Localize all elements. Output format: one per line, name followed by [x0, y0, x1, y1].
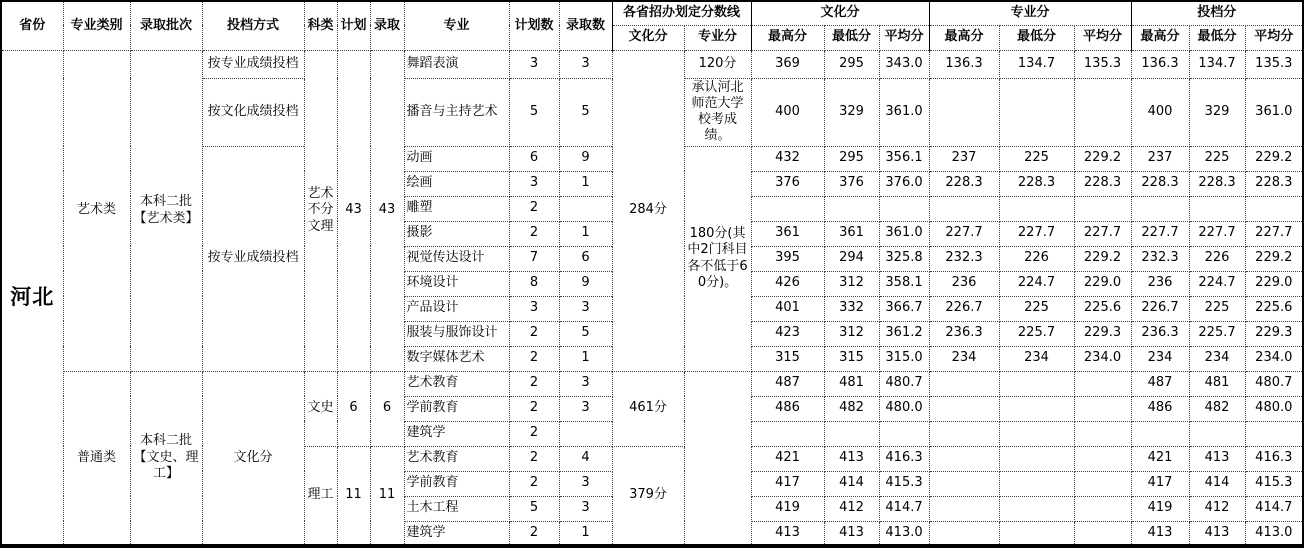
score-cell: 228.3: [929, 171, 999, 196]
score-cell: [1074, 196, 1131, 221]
score-cell: 481: [824, 371, 879, 396]
score-cell: 232.3: [929, 246, 999, 271]
admit-count-cell: 6: [559, 246, 612, 271]
plan-count-cell: 5: [509, 78, 559, 146]
score-cell: 226: [1189, 246, 1245, 271]
major-cell: 摄影: [404, 221, 509, 246]
province-cell: 河北: [1, 50, 63, 546]
admit-count-cell: [559, 421, 612, 446]
score-cell: 415.3: [1245, 471, 1303, 496]
score-cell: 413: [1189, 521, 1245, 546]
subject-type-cell: 艺术不分文理: [304, 50, 337, 371]
score-cell: 232.3: [1131, 246, 1189, 271]
score-cell: 413.0: [1245, 521, 1303, 546]
score-cell: 480.0: [879, 396, 929, 421]
score-cell: [824, 196, 879, 221]
score-cell: 421: [751, 446, 824, 471]
score-cell: 234: [929, 346, 999, 371]
plan-count-cell: 7: [509, 246, 559, 271]
plan-count-cell: 2: [509, 396, 559, 421]
score-cell: 414.7: [879, 496, 929, 521]
score-cell: 432: [751, 146, 824, 171]
score-cell: [879, 421, 929, 446]
major-cell: 雕塑: [404, 196, 509, 221]
score-cell: 294: [824, 246, 879, 271]
score-cell: 421: [1131, 446, 1189, 471]
score-cell: [1074, 496, 1131, 521]
score-cell: 234: [1131, 346, 1189, 371]
score-cell: 487: [1131, 371, 1189, 396]
score-cell: 419: [751, 496, 824, 521]
score-cell: 361: [751, 221, 824, 246]
score-cell: 315: [824, 346, 879, 371]
admit-count-cell: 1: [559, 521, 612, 546]
sub-header-toudang-min: 最低分: [1189, 25, 1245, 50]
score-cell: 486: [1131, 396, 1189, 421]
score-cell: 237: [1131, 146, 1189, 171]
score-cell: 224.7: [1189, 271, 1245, 296]
admit-cell: 43: [370, 50, 404, 371]
score-cell: 480.7: [879, 371, 929, 396]
score-cell: 413: [1189, 446, 1245, 471]
score-cell: 366.7: [879, 296, 929, 321]
score-cell: 229.3: [1074, 321, 1131, 346]
score-cell: 236: [929, 271, 999, 296]
group-header-province-line: 各省招办划定分数线: [612, 1, 751, 25]
admit-count-cell: 5: [559, 321, 612, 346]
score-cell: 415.3: [879, 471, 929, 496]
culture-line-cell: 461分: [612, 371, 684, 446]
col-header-major: 专业: [404, 1, 509, 50]
admit-count-cell: 4: [559, 446, 612, 471]
score-cell: [999, 78, 1074, 146]
col-header-batch: 录取批次: [130, 1, 202, 50]
col-header-admit-count: 录取数: [559, 1, 612, 50]
sub-header-major-min: 最低分: [999, 25, 1074, 50]
col-header-admit: 录取: [370, 1, 404, 50]
group-header-toudang-score: 投档分: [1131, 1, 1303, 25]
score-cell: 229.2: [1074, 246, 1131, 271]
score-cell: 486: [751, 396, 824, 421]
score-cell: 401: [751, 296, 824, 321]
col-header-plan: 计划: [337, 1, 370, 50]
major-cell: 艺术教育: [404, 446, 509, 471]
score-cell: 414.7: [1245, 496, 1303, 521]
score-cell: 395: [751, 246, 824, 271]
col-header-category: 专业类别: [63, 1, 130, 50]
score-cell: 426: [751, 271, 824, 296]
admit-cell: 6: [370, 371, 404, 446]
major-line-cell: [684, 371, 751, 546]
score-cell: [929, 521, 999, 546]
major-cell: 播音与主持艺术: [404, 78, 509, 146]
score-cell: [999, 421, 1074, 446]
col-header-method: 投档方式: [202, 1, 304, 50]
sub-header-culture-min: 最低分: [824, 25, 879, 50]
score-cell: 358.1: [879, 271, 929, 296]
plan-count-cell: 2: [509, 446, 559, 471]
admit-count-cell: 5: [559, 78, 612, 146]
score-cell: [1131, 196, 1189, 221]
score-cell: 325.8: [879, 246, 929, 271]
score-cell: 315: [751, 346, 824, 371]
score-cell: 236.3: [1131, 321, 1189, 346]
score-cell: [929, 446, 999, 471]
score-cell: 227.7: [1189, 221, 1245, 246]
sub-header-culture-avg: 平均分: [879, 25, 929, 50]
score-cell: 361.2: [879, 321, 929, 346]
sub-header-line-major: 专业分: [684, 25, 751, 50]
score-cell: 361.0: [879, 78, 929, 146]
score-cell: 134.7: [1189, 50, 1245, 78]
score-cell: 376: [824, 171, 879, 196]
sub-header-toudang-max: 最高分: [1131, 25, 1189, 50]
admit-count-cell: 3: [559, 496, 612, 521]
score-cell: 136.3: [1131, 50, 1189, 78]
score-cell: [1074, 471, 1131, 496]
score-cell: [929, 396, 999, 421]
admit-count-cell: 9: [559, 146, 612, 171]
score-cell: 417: [1131, 471, 1189, 496]
score-cell: 229.2: [1245, 146, 1303, 171]
score-cell: [929, 421, 999, 446]
plan-count-cell: 2: [509, 321, 559, 346]
score-cell: 236: [1131, 271, 1189, 296]
score-cell: 225.6: [1074, 296, 1131, 321]
score-cell: [1074, 446, 1131, 471]
plan-cell: 11: [337, 446, 370, 546]
score-cell: 413.0: [879, 521, 929, 546]
major-cell: 视觉传达设计: [404, 246, 509, 271]
admit-count-cell: 3: [559, 50, 612, 78]
plan-count-cell: 2: [509, 346, 559, 371]
score-cell: 234: [999, 346, 1074, 371]
culture-line-cell: 284分: [612, 50, 684, 371]
score-cell: 135.3: [1074, 50, 1131, 78]
score-cell: [1074, 421, 1131, 446]
col-header-province: 省份: [1, 1, 63, 50]
score-cell: 361: [824, 221, 879, 246]
plan-count-cell: 2: [509, 371, 559, 396]
sub-header-major-avg: 平均分: [1074, 25, 1131, 50]
major-cell: 艺术教育: [404, 371, 509, 396]
score-cell: 227.7: [1074, 221, 1131, 246]
score-cell: [1074, 371, 1131, 396]
score-cell: 413: [1131, 521, 1189, 546]
sub-header-major-max: 最高分: [929, 25, 999, 50]
admit-count-cell: 3: [559, 471, 612, 496]
art-batch-cell: 本科二批【艺术类】: [130, 50, 202, 371]
admit-count-cell: 1: [559, 221, 612, 246]
plan-count-cell: 2: [509, 221, 559, 246]
method-cell: 文化分: [202, 371, 304, 546]
score-cell: 480.0: [1245, 396, 1303, 421]
score-cell: 135.3: [1245, 50, 1303, 78]
score-cell: 224.7: [999, 271, 1074, 296]
score-cell: [929, 371, 999, 396]
score-cell: 234.0: [1074, 346, 1131, 371]
score-cell: 225: [1189, 296, 1245, 321]
score-cell: 295: [824, 146, 879, 171]
score-cell: 295: [824, 50, 879, 78]
score-cell: 414: [1189, 471, 1245, 496]
score-cell: [999, 471, 1074, 496]
score-cell: [1074, 521, 1131, 546]
score-cell: 226.7: [1131, 296, 1189, 321]
score-cell: [751, 421, 824, 446]
score-cell: 229.3: [1245, 321, 1303, 346]
score-cell: 225.7: [999, 321, 1074, 346]
score-cell: 228.3: [1074, 171, 1131, 196]
plan-count-cell: 3: [509, 171, 559, 196]
score-cell: 482: [1189, 396, 1245, 421]
score-cell: 412: [1189, 496, 1245, 521]
major-line-cell: 180分(其中2门科目各不低于60分)。: [684, 146, 751, 371]
score-cell: 225.7: [1189, 321, 1245, 346]
sub-header-toudang-avg: 平均分: [1245, 25, 1303, 50]
score-cell: 412: [824, 496, 879, 521]
score-cell: [879, 196, 929, 221]
major-cell: 环境设计: [404, 271, 509, 296]
score-cell: 376: [751, 171, 824, 196]
plan-count-cell: 2: [509, 196, 559, 221]
score-cell: 229.0: [1074, 271, 1131, 296]
group-header-major-score: 专业分: [929, 1, 1131, 25]
group-header-culture-score: 文化分: [751, 1, 929, 25]
score-cell: 136.3: [929, 50, 999, 78]
score-cell: 361.0: [879, 221, 929, 246]
major-line-cell: 120分: [684, 50, 751, 78]
score-cell: 423: [751, 321, 824, 346]
score-cell: [1245, 196, 1303, 221]
admit-count-cell: 1: [559, 171, 612, 196]
score-cell: 329: [1189, 78, 1245, 146]
plan-count-cell: 2: [509, 421, 559, 446]
score-cell: 481: [1189, 371, 1245, 396]
score-cell: 236.3: [929, 321, 999, 346]
score-cell: [751, 196, 824, 221]
score-cell: 413: [824, 521, 879, 546]
major-cell: 建筑学: [404, 521, 509, 546]
score-cell: 400: [751, 78, 824, 146]
method-cell: 按文化成绩投档: [202, 78, 304, 146]
score-cell: [1189, 421, 1245, 446]
score-cell: 369: [751, 50, 824, 78]
score-cell: 234: [1189, 346, 1245, 371]
score-cell: 225: [999, 296, 1074, 321]
subject-type-cell: 理工: [304, 446, 337, 546]
major-line-cell: 承认河北师范大学校考成绩。: [684, 78, 751, 146]
score-cell: 343.0: [879, 50, 929, 78]
art-category-cell: 艺术类: [63, 50, 130, 371]
score-cell: 414: [824, 471, 879, 496]
score-cell: 227.7: [1245, 221, 1303, 246]
plan-count-cell: 2: [509, 471, 559, 496]
major-cell: 土木工程: [404, 496, 509, 521]
score-cell: [1131, 421, 1189, 446]
score-cell: 376.0: [879, 171, 929, 196]
major-cell: 学前教育: [404, 396, 509, 421]
score-cell: 228.3: [999, 171, 1074, 196]
major-cell: 服装与服饰设计: [404, 321, 509, 346]
method-cell: 按专业成绩投档: [202, 146, 304, 371]
score-cell: 419: [1131, 496, 1189, 521]
score-cell: 356.1: [879, 146, 929, 171]
score-cell: 237: [929, 146, 999, 171]
score-cell: [1189, 196, 1245, 221]
plan-count-cell: 6: [509, 146, 559, 171]
score-cell: 226.7: [929, 296, 999, 321]
admit-count-cell: 3: [559, 371, 612, 396]
score-cell: [1074, 78, 1131, 146]
score-cell: [929, 196, 999, 221]
score-cell: 228.3: [1189, 171, 1245, 196]
score-cell: 315.0: [879, 346, 929, 371]
score-cell: 226: [999, 246, 1074, 271]
plan-count-cell: 2: [509, 521, 559, 546]
score-cell: [999, 371, 1074, 396]
admit-count-cell: 3: [559, 296, 612, 321]
score-cell: 227.7: [929, 221, 999, 246]
admit-count-cell: 3: [559, 396, 612, 421]
sub-header-line-culture: 文化分: [612, 25, 684, 50]
score-cell: 234.0: [1245, 346, 1303, 371]
score-cell: [929, 471, 999, 496]
score-cell: 312: [824, 271, 879, 296]
score-cell: 482: [824, 396, 879, 421]
major-cell: 舞蹈表演: [404, 50, 509, 78]
major-cell: 动画: [404, 146, 509, 171]
score-cell: 417: [751, 471, 824, 496]
major-cell: 建筑学: [404, 421, 509, 446]
admit-cell: 11: [370, 446, 404, 546]
major-cell: 绘画: [404, 171, 509, 196]
subject-type-cell: 文史: [304, 371, 337, 446]
culture-line-cell: 379分: [612, 446, 684, 546]
admit-count-cell: 1: [559, 346, 612, 371]
score-cell: 400: [1131, 78, 1189, 146]
major-cell: 产品设计: [404, 296, 509, 321]
score-cell: [999, 446, 1074, 471]
score-cell: 413: [751, 521, 824, 546]
admit-count-cell: [559, 196, 612, 221]
score-cell: 229.0: [1245, 271, 1303, 296]
score-cell: 312: [824, 321, 879, 346]
major-cell: 数字媒体艺术: [404, 346, 509, 371]
method-cell: 按专业成绩投档: [202, 50, 304, 78]
plan-count-cell: 5: [509, 496, 559, 521]
score-cell: 225: [999, 146, 1074, 171]
score-cell: [999, 196, 1074, 221]
score-cell: [999, 496, 1074, 521]
score-cell: 416.3: [879, 446, 929, 471]
score-cell: 227.7: [1131, 221, 1189, 246]
score-cell: 134.7: [999, 50, 1074, 78]
score-cell: 228.3: [1245, 171, 1303, 196]
score-cell: [1074, 396, 1131, 421]
score-cell: 416.3: [1245, 446, 1303, 471]
score-cell: 225: [1189, 146, 1245, 171]
col-header-subject-type: 科类: [304, 1, 337, 50]
score-cell: 227.7: [999, 221, 1074, 246]
score-cell: [929, 496, 999, 521]
col-header-plan-count: 计划数: [509, 1, 559, 50]
score-cell: 413: [824, 446, 879, 471]
plan-count-cell: 8: [509, 271, 559, 296]
score-cell: 487: [751, 371, 824, 396]
admit-count-cell: 9: [559, 271, 612, 296]
general-category-cell: 普通类: [63, 371, 130, 546]
sub-header-culture-max: 最高分: [751, 25, 824, 50]
plan-cell: 43: [337, 50, 370, 371]
score-cell: [929, 78, 999, 146]
score-cell: 225.6: [1245, 296, 1303, 321]
major-cell: 学前教育: [404, 471, 509, 496]
score-cell: 332: [824, 296, 879, 321]
score-cell: [999, 521, 1074, 546]
score-cell: 228.3: [1131, 171, 1189, 196]
score-cell: [999, 396, 1074, 421]
score-cell: 361.0: [1245, 78, 1303, 146]
plan-count-cell: 3: [509, 50, 559, 78]
score-cell: 229.2: [1074, 146, 1131, 171]
score-cell: 329: [824, 78, 879, 146]
score-cell: [824, 421, 879, 446]
general-batch-cell: 本科二批【文史、理工】: [130, 371, 202, 546]
score-cell: [1245, 421, 1303, 446]
score-cell: 229.2: [1245, 246, 1303, 271]
plan-cell: 6: [337, 371, 370, 446]
plan-count-cell: 3: [509, 296, 559, 321]
score-cell: 480.7: [1245, 371, 1303, 396]
